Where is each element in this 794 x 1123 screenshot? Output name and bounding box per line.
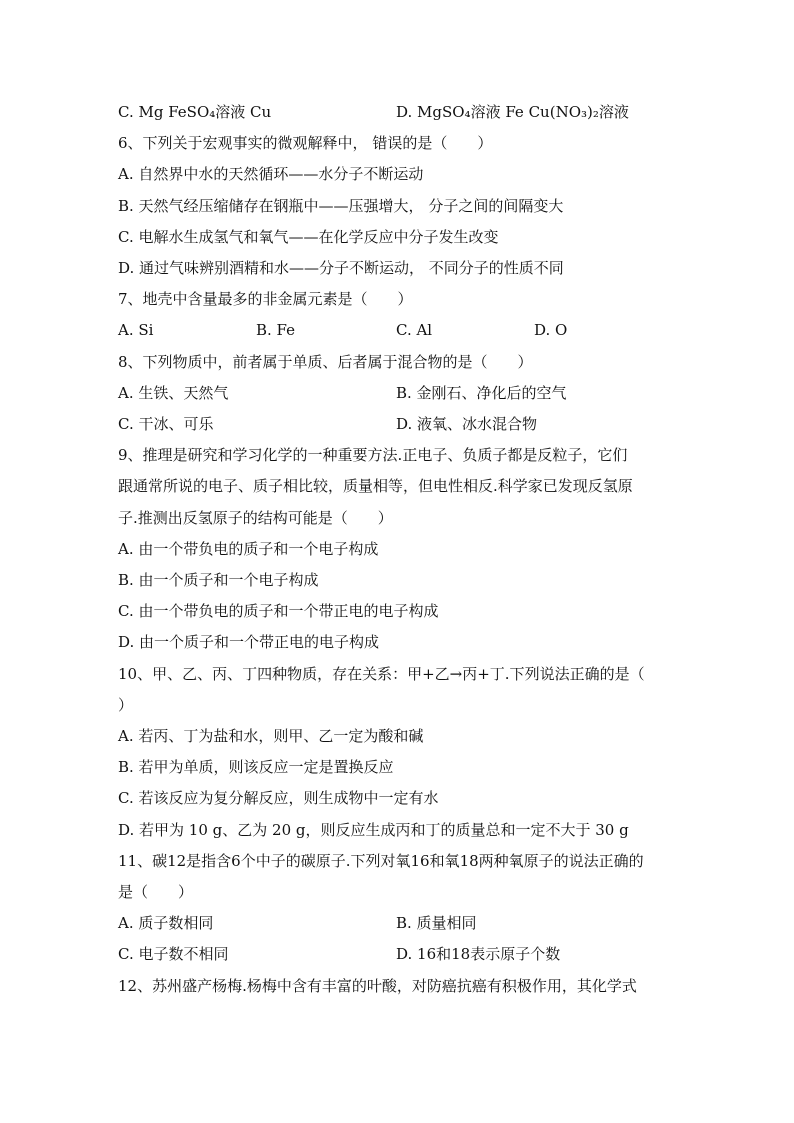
q7-stem: 7、地壳中含量最多的非金属元素是（ ） — [118, 290, 413, 308]
q8-option-c: C. 干冰、可乐 — [118, 415, 214, 433]
q11-option-c: C. 电子数不相同 — [118, 945, 229, 963]
q9-option-d: D. 由一个质子和一个带正电的电子构成 — [118, 633, 380, 651]
q11-stem-line-2: 是（ ） — [118, 883, 194, 901]
q10-stem-line-2: ） — [118, 696, 134, 714]
q8-option-a: A. 生铁、天然气 — [118, 384, 229, 402]
q6-option-b: B. 天然气经压缩储存在钢瓶中——压强增大， 分子之间的间隔变大 — [118, 197, 564, 215]
q11-option-d: D. 16和18表示原子个数 — [396, 945, 561, 963]
q10-option-b: B. 若甲为单质，则该反应一定是置换反应 — [118, 758, 394, 776]
q11-option-b: B. 质量相同 — [396, 914, 477, 932]
q8-option-d: D. 液氧、冰水混合物 — [396, 415, 538, 433]
q8-stem: 8、下列物质中，前者属于单质、后者属于混合物的是（ ） — [118, 353, 533, 371]
q7-option-b: B. Fe — [256, 321, 296, 339]
q7-option-c: C. Al — [396, 321, 433, 339]
q7-option-d: D. O — [534, 321, 568, 339]
q10-option-a: A. 若丙、丁为盐和水，则甲、乙一定为酸和碱 — [118, 727, 424, 745]
q5-option-d: D. MgSO₄溶液 Fe Cu(NO₃)₂溶液 — [396, 103, 629, 121]
q10-option-c: C. 若该反应为复分解反应，则生成物中一定有水 — [118, 789, 439, 807]
q7-option-a: A. Si — [118, 321, 154, 339]
q11-option-a: A. 质子数相同 — [118, 914, 214, 932]
q6-option-d: D. 通过气味辨别酒精和水——分子不断运动， 不同分子的性质不同 — [118, 259, 564, 277]
q11-stem-line-1: 11、碳12是指含6个中子的碳原子.下列对氧16和氧18两种氧原子的说法正确的 — [118, 852, 644, 870]
q9-stem-line-3: 子.推测出反氢原子的结构可能是（ ） — [118, 509, 393, 527]
q9-option-a: A. 由一个带负电的质子和一个电子构成 — [118, 540, 379, 558]
q8-option-b: B. 金刚石、净化后的空气 — [396, 384, 567, 402]
q9-stem-line-2: 跟通常所说的电子、质子相比较，质量相等，但电性相反.科学家已发现反氢原 — [118, 477, 633, 495]
q9-option-b: B. 由一个质子和一个电子构成 — [118, 571, 319, 589]
q6-stem: 6、下列关于宏观事实的微观解释中， 错误的是（ ） — [118, 134, 493, 152]
q10-option-d: D. 若甲为 10 g、乙为 20 g，则反应生成丙和丁的质量总和一定不大于 30 g — [118, 821, 629, 839]
q9-stem-line-1: 9、推理是研究和学习化学的一种重要方法.正电子、负质子都是反粒子，它们 — [118, 446, 628, 464]
q10-stem-line-1: 10、甲、乙、丙、丁四种物质，存在关系：甲+乙→丙+丁.下列说法正确的是（ — [118, 665, 645, 683]
q6-option-a: A. 自然界中水的天然循环——水分子不断运动 — [118, 165, 424, 183]
q5-option-c: C. Mg FeSO₄溶液 Cu — [118, 103, 272, 121]
q6-option-c: C. 电解水生成氢气和氧气——在化学反应中分子发生改变 — [118, 228, 499, 246]
q9-option-c: C. 由一个带负电的质子和一个带正电的电子构成 — [118, 602, 439, 620]
q12-stem-line-1: 12、苏州盛产杨梅.杨梅中含有丰富的叶酸，对防癌抗癌有积极作用，其化学式 — [118, 977, 637, 995]
